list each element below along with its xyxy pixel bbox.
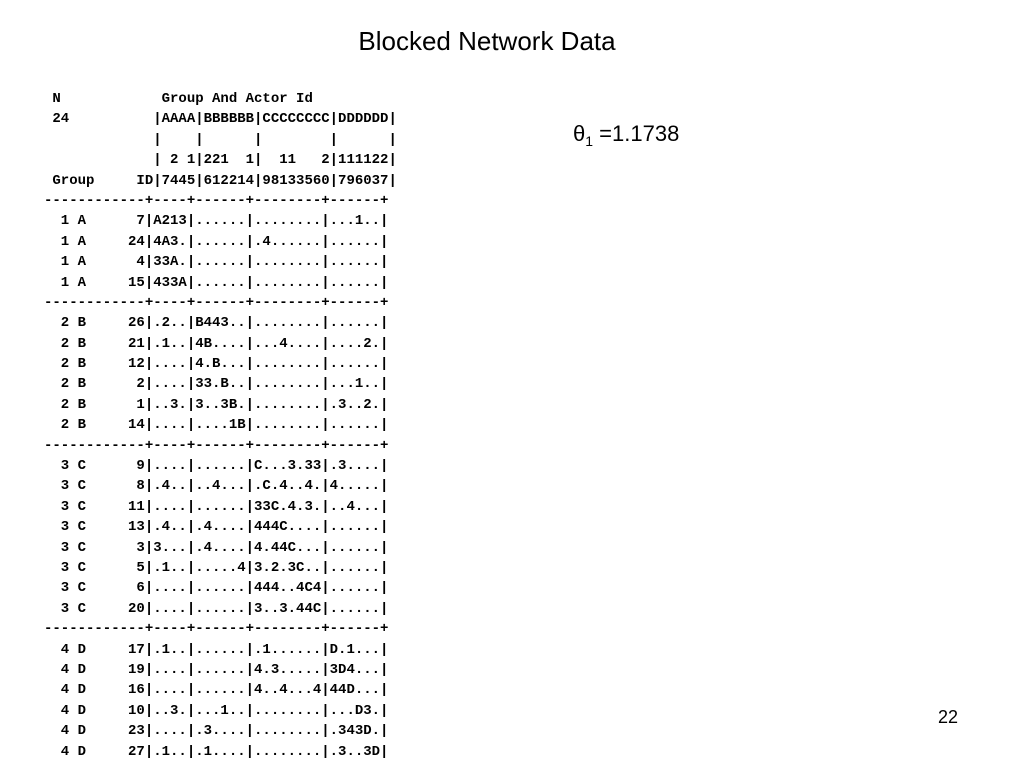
theta-symbol: θ: [573, 121, 586, 146]
theta-value: 1.1738: [612, 121, 680, 146]
matrix-line: 2 B 26|.2..|B443..|........|......|: [44, 315, 389, 332]
matrix-line: N Group And Actor Id: [44, 91, 313, 107]
matrix-line: 3 C 11|....|......|33C.4.3.|..4...|: [44, 498, 389, 515]
matrix-separator: ------------+----+------+--------+------+: [44, 192, 389, 209]
matrix-line: 4 D 23|....|.3....|........|.343D.|: [44, 723, 389, 740]
theta-equals: =: [593, 121, 613, 146]
matrix-line: 2 B 12|....|4.B...|........|......|: [44, 356, 389, 373]
matrix-line: 4 D 10|..3.|...1..|........|...D3.|: [44, 702, 389, 719]
matrix-line: 2 B 1|..3.|3..3B.|........|.3..2.|: [44, 396, 389, 413]
theta-estimate: [573, 120, 679, 155]
matrix-line: 2 B 21|.1..|4B....|...4....|....2.|: [44, 335, 389, 352]
matrix-line: | 2 1|221 1| 11 2|111122|: [44, 152, 397, 169]
matrix-line: | | | | |: [44, 131, 397, 148]
matrix-separator: ------------+----+------+--------+------+: [44, 621, 389, 638]
matrix-line: 4 D 27|.1..|.1....|........|.3..3D|: [44, 743, 389, 760]
matrix-line: 2 B 14|....|....1B|........|......|: [44, 417, 389, 434]
page-number: 22: [938, 707, 959, 727]
matrix-line: 24 |AAAA|BBBBBB|CCCCCCCC|DDDDDD|: [44, 111, 397, 128]
matrix-line: 4 D 19|....|......|4.3.....|3D4...|: [44, 661, 389, 678]
matrix-line: 3 C 3|3...|.4....|4.44C...|......|: [44, 539, 389, 556]
matrix-line: 1 A 15|433A|......|........|......|: [44, 274, 389, 291]
blocked-matrix-block: [44, 89, 397, 762]
matrix-separator: ------------+----+------+--------+------+: [44, 437, 389, 454]
matrix-line: 4 D 17|.1..|......|.1......|D.1...|: [44, 641, 389, 658]
matrix-line: 3 C 5|.1..|.....4|3.2.3C..|......|: [44, 559, 389, 576]
matrix-line: 3 C 20|....|......|3..3.44C|......|: [44, 600, 389, 617]
matrix-line: 1 A 24|4A3.|......|.4......|......|: [44, 233, 389, 250]
matrix-line: 1 A 7|A213|......|........|...1..|: [44, 213, 389, 230]
matrix-line: 3 C 6|....|......|444..4C4|......|: [44, 580, 389, 597]
matrix-line: Group ID|7445|612214|98133560|796037|: [44, 172, 397, 189]
matrix-separator: ------------+----+------+--------+------+: [44, 294, 389, 311]
matrix-line: 3 C 13|.4..|.4....|444C....|......|: [44, 519, 389, 536]
matrix-line: 2 B 2|....|33.B..|........|...1..|: [44, 376, 389, 393]
slide-title: Blocked Network Data: [358, 26, 616, 56]
matrix-line: 4 D 16|....|......|4..4...4|44D...|: [44, 682, 389, 699]
theta-subscript: 1: [585, 133, 594, 149]
matrix-line: 1 A 4|33A.|......|........|......|: [44, 254, 389, 271]
matrix-line: 3 C 8|.4..|..4...|.C.4..4.|4.....|: [44, 478, 389, 495]
matrix-line: 3 C 9|....|......|C...3.33|.3....|: [44, 458, 389, 475]
